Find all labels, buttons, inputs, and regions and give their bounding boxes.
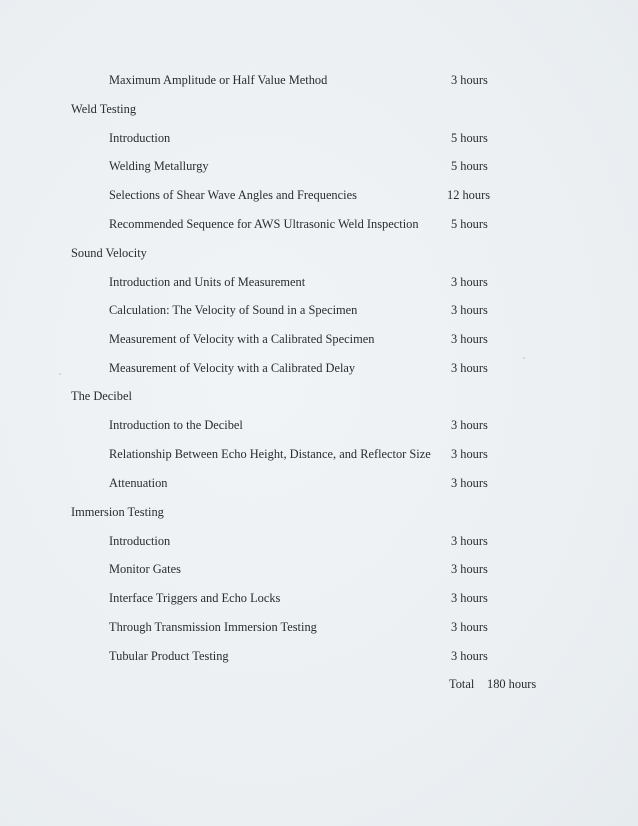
scan-speck [523,357,525,359]
topic-label: Introduction [109,131,171,145]
topic-hours: 5 hours [451,217,488,231]
topic-label: Calculation: The Velocity of Sound in a Specimen [109,303,358,317]
topic-hours: 12 hours [447,188,491,202]
total-value: 180 hours [487,677,537,691]
topic-hours: 3 hours [451,562,488,576]
topic-hours: 5 hours [451,131,488,145]
topic-label: Tubular Product Testing [109,649,229,663]
topic-hours: 3 hours [451,591,488,605]
topic-label: Maximum Amplitude or Half Value Method [109,73,328,87]
topic-label: Through Transmission Immersion Testing [109,620,317,634]
topic-label: Introduction to the Decibel [109,418,243,432]
topic-hours: 3 hours [451,275,488,289]
topic-label: Measurement of Velocity with a Calibrated Delay [109,361,356,375]
topic-hours: 3 hours [451,303,488,317]
topic-hours: 5 hours [451,159,488,173]
topic-hours: 3 hours [451,332,488,346]
total-label: Total [449,677,475,691]
section-heading: Sound Velocity [71,246,147,260]
section-heading: Weld Testing [71,102,137,116]
topic-label: Monitor Gates [109,562,181,576]
scan-speck [59,373,61,375]
topic-hours: 3 hours [451,534,488,548]
topic-label: Selections of Shear Wave Angles and Frequencies [109,188,357,202]
topic-label: Attenuation [109,476,168,490]
topic-label: Introduction [109,534,171,548]
topic-label: Measurement of Velocity with a Calibrated Specimen [109,332,375,346]
topic-label: Interface Triggers and Echo Locks [109,591,281,605]
topic-hours: 3 hours [451,476,488,490]
topic-label: Relationship Between Echo Height, Distance, and Reflector Size [109,447,431,461]
topic-hours: 3 hours [451,649,488,663]
topic-label: Introduction and Units of Measurement [109,275,306,289]
topic-hours: 3 hours [451,447,488,461]
topic-hours: 3 hours [451,418,488,432]
topic-hours: 3 hours [451,73,488,87]
section-heading: The Decibel [71,389,132,403]
topic-label: Welding Metallurgy [109,159,209,173]
section-heading: Immersion Testing [71,505,164,519]
topic-label: Recommended Sequence for AWS Ultrasonic Weld Inspection [109,217,419,231]
topic-hours: 3 hours [451,361,488,375]
topic-hours: 3 hours [451,620,488,634]
